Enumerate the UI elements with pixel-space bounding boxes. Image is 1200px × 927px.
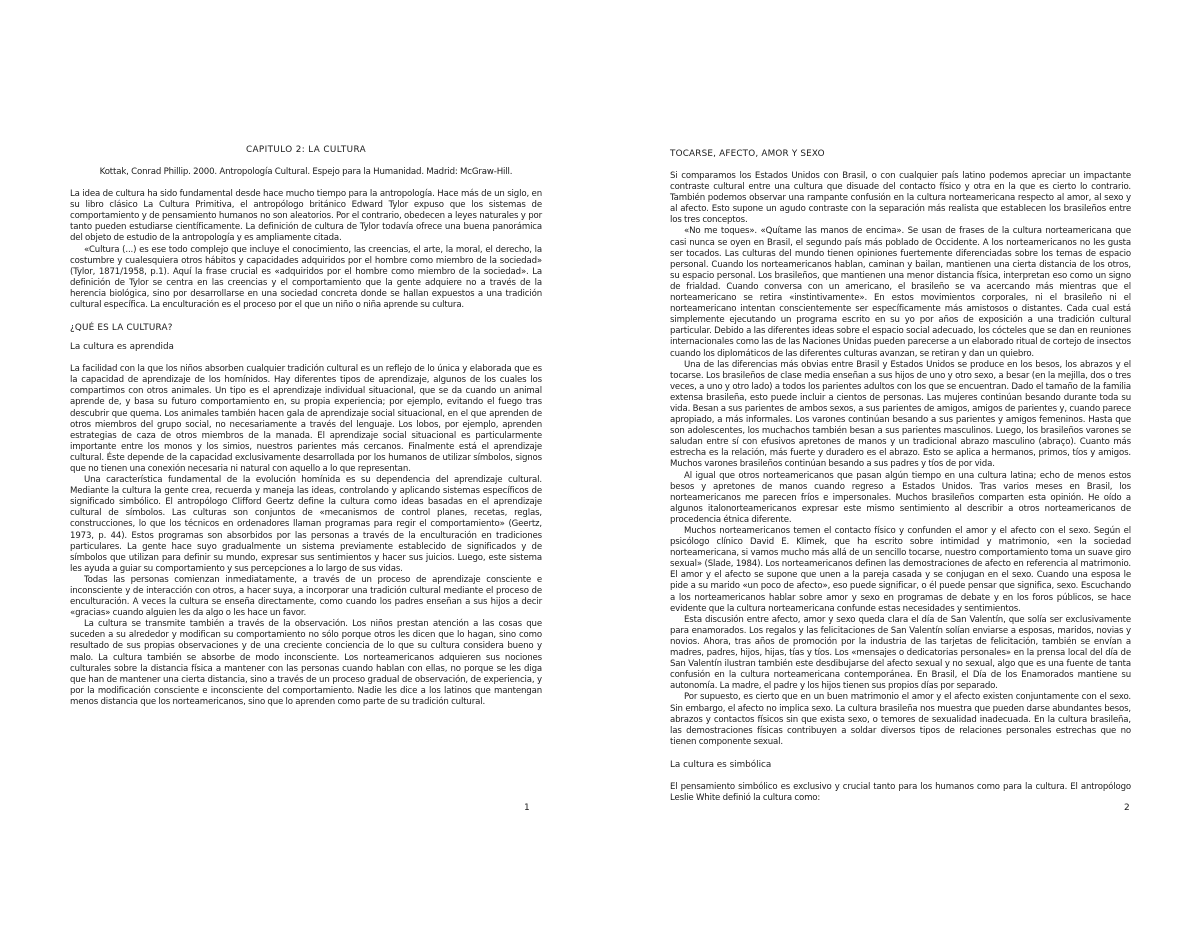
body-paragraph: Una de las diferencias más obvias entre Brasil y Estados Unidos se produce en los besos, los abrazos y el tocarse. Los brasileños de clase media enseñan a sus hijos de uno y otro sexo, a besar (en la mejilla, dos o tres veces, a uno y otro lado) a todos los parientes adultos con los que se encuentran. Dado el tamaño de la familia extensa brasileña, esto puede incluir a cientos de personas. Las mujeres continúan besando durante toda su vida. Besan a sus parientes de ambos sexos, a sus parientes de amigos, amigos de parientes y, cuando parece apropiado, a más informales. Los varones continúan besando a sus parientes y amigos femeninos. Hasta que son adolescentes, los muchachos también besan a sus parientes masculinos. Luego, los brasileños varones se saludan entre sí con efusivos apretones de manos y un tradicional abrazo masculino (abraço). Cuanto más estrecha es la relación, más fuerte y duradero es el abrazo. Esto se aplica a hermanos, primos, tíos y amigos. Muchos varones brasileños continúan besando a sus padres y tíos de por vida. [670,359,1131,470]
body-paragraph: La cultura se transmite también a través de la observación. Los niños prestan atención a las cosas que suceden a su alrededor y modifican su comportamiento no sólo porque otros les dicen que lo hagan, sino como resultado de sus propias observaciones y de una creciente conciencia de lo que su cultura considera bueno y malo. La cultura también se absorbe de modo inconsciente. Los norteamericanos adquieren sus nociones culturales sobre la distancia física a mantener con las personas cuando hablan con ellas, no porque se les diga que han de mantener una cierta distancia, sino a través de un proceso gradual de observación, de experiencia, y por la modificación consciente e inconsciente del comportamiento. Nadie les dice a los latinos que mantengan menos distancia que los norteamericanos, sino que lo aprenden como parte de su tradición cultural. [70,619,542,707]
section-heading: ¿QUÉ ES LA CULTURA? [70,323,173,334]
subheading-simbolica: La cultura es simbólica [670,759,772,770]
subheading-aprendida: La cultura es aprendida [70,342,174,353]
body-paragraph: «No me toques». «Quítame las manos de encima». Se usan de frases de la cultura norteamericana que casi nunca se oyen en Brasil, el segundo país más poblado de Occidente. A los norteamericanos no les gusta ser tocados. Las culturas del mundo tienen opiniones fuertemente diferenciadas sobre los temas de espacio personal. Cuando los norteamericanos hablan, caminan y bailan, mantienen una cierta distancia de los otros, su espacio personal. Los brasileños, que mantienen una menor distancia física, interpretan eso como un signo de frialdad. Cuando conversa con un americano, el brasileño se va acercando más mientras que el norteamericano se retira «instintivamente». En estos movimientos corporales, ni el brasileño ni el norteamericano intentan conscientemente ser específicamente más amistosos o distantes. Cada cual está simplemente ejecutando un programa escrito en su yo por años de exposición a una tradición cultural particular. Debido a las diferentes ideas sobre el espacio social adecuado, los cócteles que se dan en reuniones internacionales como las de las Naciones Unidas pueden parecerse a un elaborado ritual de cortejo de insectos cuando los diplomáticos de las diferentes culturas avanzan, se retiran y dan un quiebro. [670,226,1131,359]
section-title: TOCARSE, AFECTO, AMOR Y SEXO [670,149,825,159]
body-paragraph: Muchos norteamericanos temen el contacto físico y confunden el amor y el afecto con el sexo. Según el psicólogo clínico David E. Klimek, que ha escrito sobre intimidad y matrimonio, «en la sociedad norteamericana, si vamos mucho más allá de un sencillo tocarse, nuestro comportamiento toma un suave giro sexual» (Slade, 1984). Los norteamericanos definen las demostraciones de afecto en referencia al matrimonio. El amor y el afecto se supone que unen a la pareja casada y se conjugan en el sexo. Cuando una esposa le pide a su marido «un poco de afecto», eso puede significar, o él puede pensar que significa, sexo. Escuchando a los norteamericanos hablar sobre amor y sexo en programas de debate y en los foros públicos, se hace evidente que la cultura norteamericana confunde estas necesidades y sentimientos. [670,526,1131,614]
chapter-title: CAPITULO 2: LA CULTURA [245,145,367,155]
right-page [600,0,1200,927]
bibliographic-reference: Kottak, Conrad Phillip. 2000. Antropología Cultural. Espejo para la Humanidad. Madrid: McGraw-Hill. [99,167,513,177]
body-paragraph: Todas las personas comienzan inmediatamente, a través de un proceso de aprendizaje consciente e inconsciente y de interacción con otros, a hacer suya, a incorporar una tradición cultural mediante el proceso de enculturación. A veces la cultura se enseña directamente, como cuando los padres enseñan a sus hijos a decir «gracias» cuando alguien les da algo o les hace un favor. [70,574,542,619]
body-paragraph: Una característica fundamental de la evolución homínida es su dependencia del aprendizaje cultural. Mediante la cultura la gente crea, recuerda y maneja las ideas, controlando y aplicando sistemas específicos de significado simbólico. El antropólogo Clifford Geertz define la cultura como ideas basadas en el aprendizaje cultural de símbolos. Las culturas son conjuntos de «mecanismos de control planes, recetas, reglas, construcciones, lo que los técnicos en ordenadores llaman programas para regir el comportamiento» (Geertz, 1973, p. 44). Estos programas son absorbidos por las personas a través de la enculturación en tradiciones particulares. La gente hace suyo gradualmente un sistema previamente establecido de significados y de símbolos que utilizan para definir su mundo, expresar sus sentimientos y hacer sus juicios. Luego, este sistema les ayuda a guiar su comportamiento y sus percepciones a lo largo de sus vidas. [70,475,542,574]
body-paragraph: Si comparamos los Estados Unidos con Brasil, o con cualquier país latino podemos apreciar un impactante contraste cultural entre una cultura que disuade del contacto físico y otra en la que es cierto lo contrario. También podemos observar una rampante confusión en la cultura norteamericana respecto al amor, al sexo y al afecto. Esto supone un agudo contraste con la separación más realista que establecen los brasileños entre los tres conceptos. [670,171,1131,226]
closing-paragraph: El pensamiento simbólico es exclusivo y crucial tanto para los humanos como para la cultura. El antropólogo Leslie White definió la cultura como: [670,781,1131,803]
body-paragraph: Por supuesto, es cierto que en un buen matrimonio el amor y el afecto existen conjuntamente con el sexo. Sin embargo, el afecto no implica sexo. La cultura brasileña nos muestra que pueden darse abundantes besos, abrazos y contactos físicos sin que exista sexo, o temores de sexualidad inadecuada. En la cultura brasileña, las demostraciones físicas contribuyen a soldar diversos tipos de relaciones personales estrechas que no tienen componente sexual. [670,692,1131,747]
body-paragraph: Al igual que otros norteamericanos que pasan algún tiempo en una cultura latina; echo de menos estos besos y apretones de manos cuando regreso a Estados Unidos. Tras varios meses en Brasil, los norteamericanos me parecen fríos e impersonales. Muchos brasileños comparten esta opinión. He oído a algunos italonorteamericanos expresar este mismo sentimiento al describir a otros norteamericanos de procedencia étnica diferente. [670,470,1131,525]
page-number: 1 [524,803,530,813]
intro-paragraph: La idea de cultura ha sido fundamental desde hace mucho tiempo para la antropología. Hace más de un siglo, en su libro clásico La Cultura Primitiva, el antropólogo británico Edward Tylor expuso que los sistemas de comportamiento y de pensamiento humanos no son aleatorios. Por el contrario, obedecen a leyes naturales y por tanto pueden estudiarse científicamente. La definición de cultura de Tylor todavía ofrece una buena panorámica del objeto de estudio de la antropología y es ampliamente citada. [70,189,542,244]
body-paragraph: Esta discusión entre afecto, amor y sexo queda clara el día de San Valentín, que solía ser exclusivamente para enamorados. Los regalos y las felicitaciones de San Valentín solían enviarse a esposas, maridos, novias y novios. Ahora, tras años de promoción por la industria de las tarjetas de felicitación, también se envían a madres, padres, hijos, hijas, tías y tíos. Los «mensajes o dedicatorias personales» en la prensa local del día de San Valentín ilustran también este desdibujarse del afecto sexual y no sexual, algo que es una fuente de tanta confusión en la cultura norteamericana contemporánea. En Brasil, el Día de los Enamorados mantiene su autonomía. La madre, el padre y los hijos tienen sus propios días por separado. [670,614,1131,692]
page-number: 2 [1124,803,1130,813]
tylor-quote-paragraph: «Cultura (...) es ese todo complejo que incluye el conocimiento, las creencias, el arte, la moral, el derecho, la costumbre y cualesquiera otros hábitos y capacidades adquiridos por el hombre como miembro de la sociedad» (Tylor, 1871/1958, p.1). Aquí la frase crucial es «adquiridos por el hombre como miembro de la sociedad». La definición de Tylor se centra en las creencias y el comportamiento que la gente adquiere no a través de la herencia biológica, sino por desarrollarse en una sociedad concreta donde se hallan expuestos a una tradición cultural específica. La enculturación es el proceso por el que un niño o niña aprende su cultura. [70,244,542,311]
body-paragraph: La facilidad con la que los niños absorben cualquier tradición cultural es un reflejo de lo única y elaborada que es la capacidad de aprendizaje de los homínidos. Hay diferentes tipos de aprendizaje, algunos de los cuales los compartimos con otros animales. Un tipo es el aprendizaje individual situacional, que se da cuando un animal aprende de, y basa su futuro comportamiento en, su propia experiencia; por ejemplo, evitando el fuego tras descubrir que quema. Los animales también hacen gala de aprendizaje social situacional, en el que aprenden de otros miembros del grupo social, no necesariamente a través del lenguaje. Los lobos, por ejemplo, aprenden estrategias de caza de otros miembros de la manada. El aprendizaje social situacional es particularmente importante entre los monos y los simios, nuestros parientes más cercanos. Finalmente está el aprendizaje cultural. Éste depende de la capacidad exclusivamente desarrollada por los humanos de utilizar símbolos, signos que no tienen una conexión necesaria ni natural con aquello a lo que representan. [70,364,542,474]
